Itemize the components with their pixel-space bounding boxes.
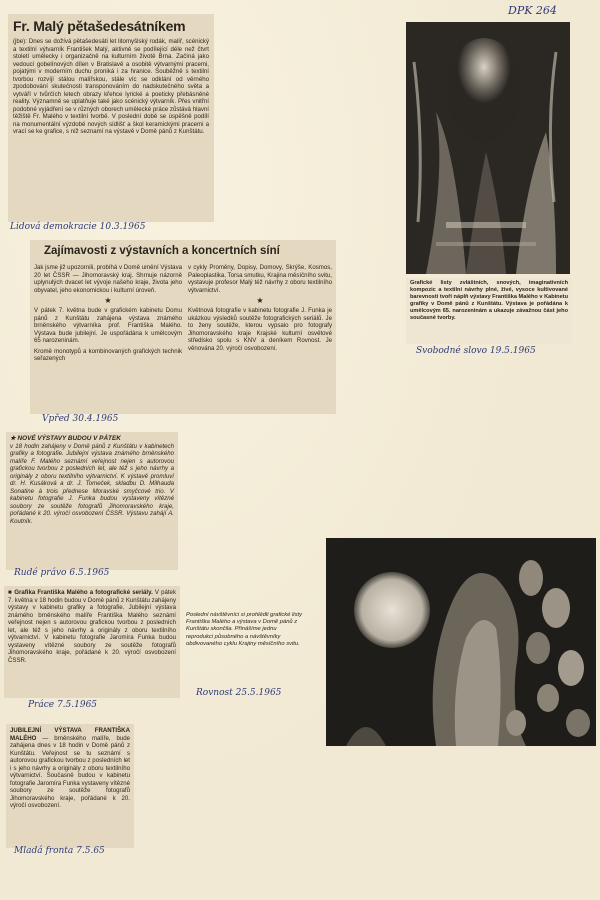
caption-text: Poslední návštěvníci si prohlédli grafické listy Františka Malého a výstava v Domě pánů z Kunštátu skončila. Přinášíme jednu reprodukci působného a návštěvníky obdivovaného cyklu Krajiny měsíčního svitu. xyxy=(186,612,302,647)
source-signature: Rovnost 25.5.1965 xyxy=(196,688,282,698)
star-separator: ★ xyxy=(256,296,264,305)
clipping-exhibitions xyxy=(30,240,336,414)
clipping-birthday xyxy=(8,14,214,222)
column-text: v cykly Proměny, Dopisy, Domovy, Skrýše, Kosmos, Paleoplastika, Torsa smutku, Krajina měsíčního svitu, vystavuje profesor Malý též návrhy z oboru textilního výtvarnictví. xyxy=(188,264,332,294)
source-signature: Rudé právo 6.5.1965 xyxy=(14,568,110,578)
clipping-title: Fr. Malý pětašedesátníkem xyxy=(13,18,186,34)
clipping-body: v 18 hodin zahájeny v Domě pánů z Kunštátu v kabinetech grafiky a fotografie. Jubilejní výstava známého brněnského malíře F. Malého seznámí veřejnost nejen s autorovou grafickou tvorbou z posledních let, ale též s jeho návrhy a originály z oboru textilního výtvarnictví. K výstavě promluví dr. H. Kusáková a dr. J. Tomeček, skladbu D. Milhauda Sonatine à trois přednese Moravské smyčcové trio. V kabinetu fotografie J. Funka budou vystaveny vítězné soubory ze soutěže fotografů Jihomoravského kraje, pořádané k 20. výročí osvobození ČSSR. Výstavu zahájí A. Koutník. xyxy=(10,442,174,525)
artwork-image xyxy=(326,538,596,746)
clipping-title: JUBILEJNÍ VÝSTAVA FRANTIŠKA MALÉHO xyxy=(10,727,130,742)
caption-text: Grafické listy zvláštních, snových, imaginativních kompozic a textilní návrhy plné, živé, vysoce kultivované barevnosti tvoří náplň výstavy Františka Malého v Kabinetu grafiky v Domě pánů z Kunštátu. Výstava je pořádána k umělcovým 65. narozeninám a ukazuje závažnou část jeho současné tvorby. xyxy=(410,280,568,321)
artwork-photo-bottom xyxy=(326,538,596,746)
artwork-photo-top xyxy=(406,22,570,274)
column-text: Jak jsme již upozornili, probíhá v Domě umění Výstava 20 let ČSSR — Jihomoravský kraj. Shrnuje názorně uplynulých dvacet let vývoje našeho kraje, života jeho obyvatel, jeho ekonomickou i kulturní úroveň. xyxy=(34,264,183,294)
archive-mark: DPK 264 xyxy=(508,4,557,17)
clipping-lead: ★ NOVÉ VÝSTAVY BUDOU V PÁTEK xyxy=(10,435,121,442)
artwork-image xyxy=(406,22,570,274)
source-signature: Práce 7.5.1965 xyxy=(28,700,98,710)
column-text: Květnová fotografie v kabinetu fotografie J. Funka je ukázkou výsledků soutěže fotografických seriálů. Je to ženy soutěže, kterou vypsalo pro fotografy Jihomoravského kraje Krajské kulturní osvětové středisko spolu s KNV a deníkem Rovnost. Je věnována 20. výročí osvobození. xyxy=(188,307,332,352)
clipping-body xyxy=(10,727,130,810)
star-separator: ★ xyxy=(104,296,112,305)
clipping-text: V pátek 7. května v 18 hodin budou v Domě pánů z Kunštátu zahájeny výstavy v kabinetu grafiky a fotografie. Jubilejní výstava známého brněnského malíře Františka Malého seznámí veřejnost nejen s autorovou grafickou tvorbou z posledních let, ale též s jeho návrhy a originály z oboru textilního výtvarnictví. V kabinetu fotografie Jaromíra Funka budou vystaveny vítězné soubory ze soutěže fotografů Jihomoravského kraje, pořádané k 20. výročí osvobození ČSSR. xyxy=(8,589,176,664)
source-signature: Svobodné slovo 19.5.1965 xyxy=(416,346,536,356)
clipping-jubilee xyxy=(6,724,134,848)
source-signature: Lidová demokracie 10.3.1965 xyxy=(10,222,146,232)
column-text: Kromě monotypů a kombinovaných grafických technik seřazených xyxy=(34,347,182,362)
clipping-body: (jbe): Dnes se dožívá pětašedesáti let litomyšlský rodák, malíř, scénický a textilní výtvarník František Malý, aktivně se podílející déle než čtvrt století umělecky i organizačně na kulturním životě Brna. Začíná jako vedoucí gobelínových dílen v Bratislavě a osobitě výtvarnými pracemi, pojatými v moderním duchu proniká i za hranice. Souběžně s textilní tvorbou rozvíjí stálou malířskou, stále víc se odklání od věrného zpodobování skutečnosti transponováním do nadskutečného světa a vytváří v tvůrčích letech obrazy křehce lyrické a poeticky přebásněné reality. Významně se uplatňuje také jako scénický výtvarník. Přes vnitřní podobné vyjádření se v různých oborech umělecké práce zůstává hlavní těžiště Fr. Malého v textilní tvorbě. V poslední době se úspěšně podílí na monumentální výzdobě nových sídlišť a škol keramickými pracemi a vrací se ke grafice, s níž seznamí na výstavě v Domě pánů z Kunštátu. xyxy=(13,38,209,135)
column-text: V pátek 7. května bude v grafickém kabinetu Domu pánů z Kunštátu zahájena výstava známého brněnského výtvarníka prof. Františka Malého. Výstava bude jubilejní. Je uspořádána k umělcovým 65 narozeninám. xyxy=(34,307,182,344)
photo-caption-top xyxy=(406,278,572,344)
source-signature: Mladá fronta 7.5.65 xyxy=(14,846,105,856)
clipping-text: — brněnského malíře, bude zahájena dnes v 18 hodin v Domě pánů z Kunštátu. Veřejnost se tu seznámí s autorovou grafickou tvorbou z posledních let i s jeho návrhy a originály z oboru textilního výtvarnictví. Současně budou v kabinetu fotografie Jaromíra Funka vystaveny vítězné soubory ze soutěže fotografů Jihomoravského kraje, pořádané k 20. výročí osvobození. xyxy=(10,734,130,809)
clipping-new-exhibitions xyxy=(6,432,178,570)
photo-caption-bottom xyxy=(186,612,304,648)
clipping-lead: ■ Grafika Františka Malého a fotografické seriály. xyxy=(8,589,153,596)
clipping-graphics-photo xyxy=(4,586,180,698)
source-signature: Vpřed 30.4.1965 xyxy=(42,414,119,424)
clipping-body xyxy=(8,589,176,664)
clipping-title: Zajímavosti z výstavních a koncertních síní xyxy=(44,245,280,257)
